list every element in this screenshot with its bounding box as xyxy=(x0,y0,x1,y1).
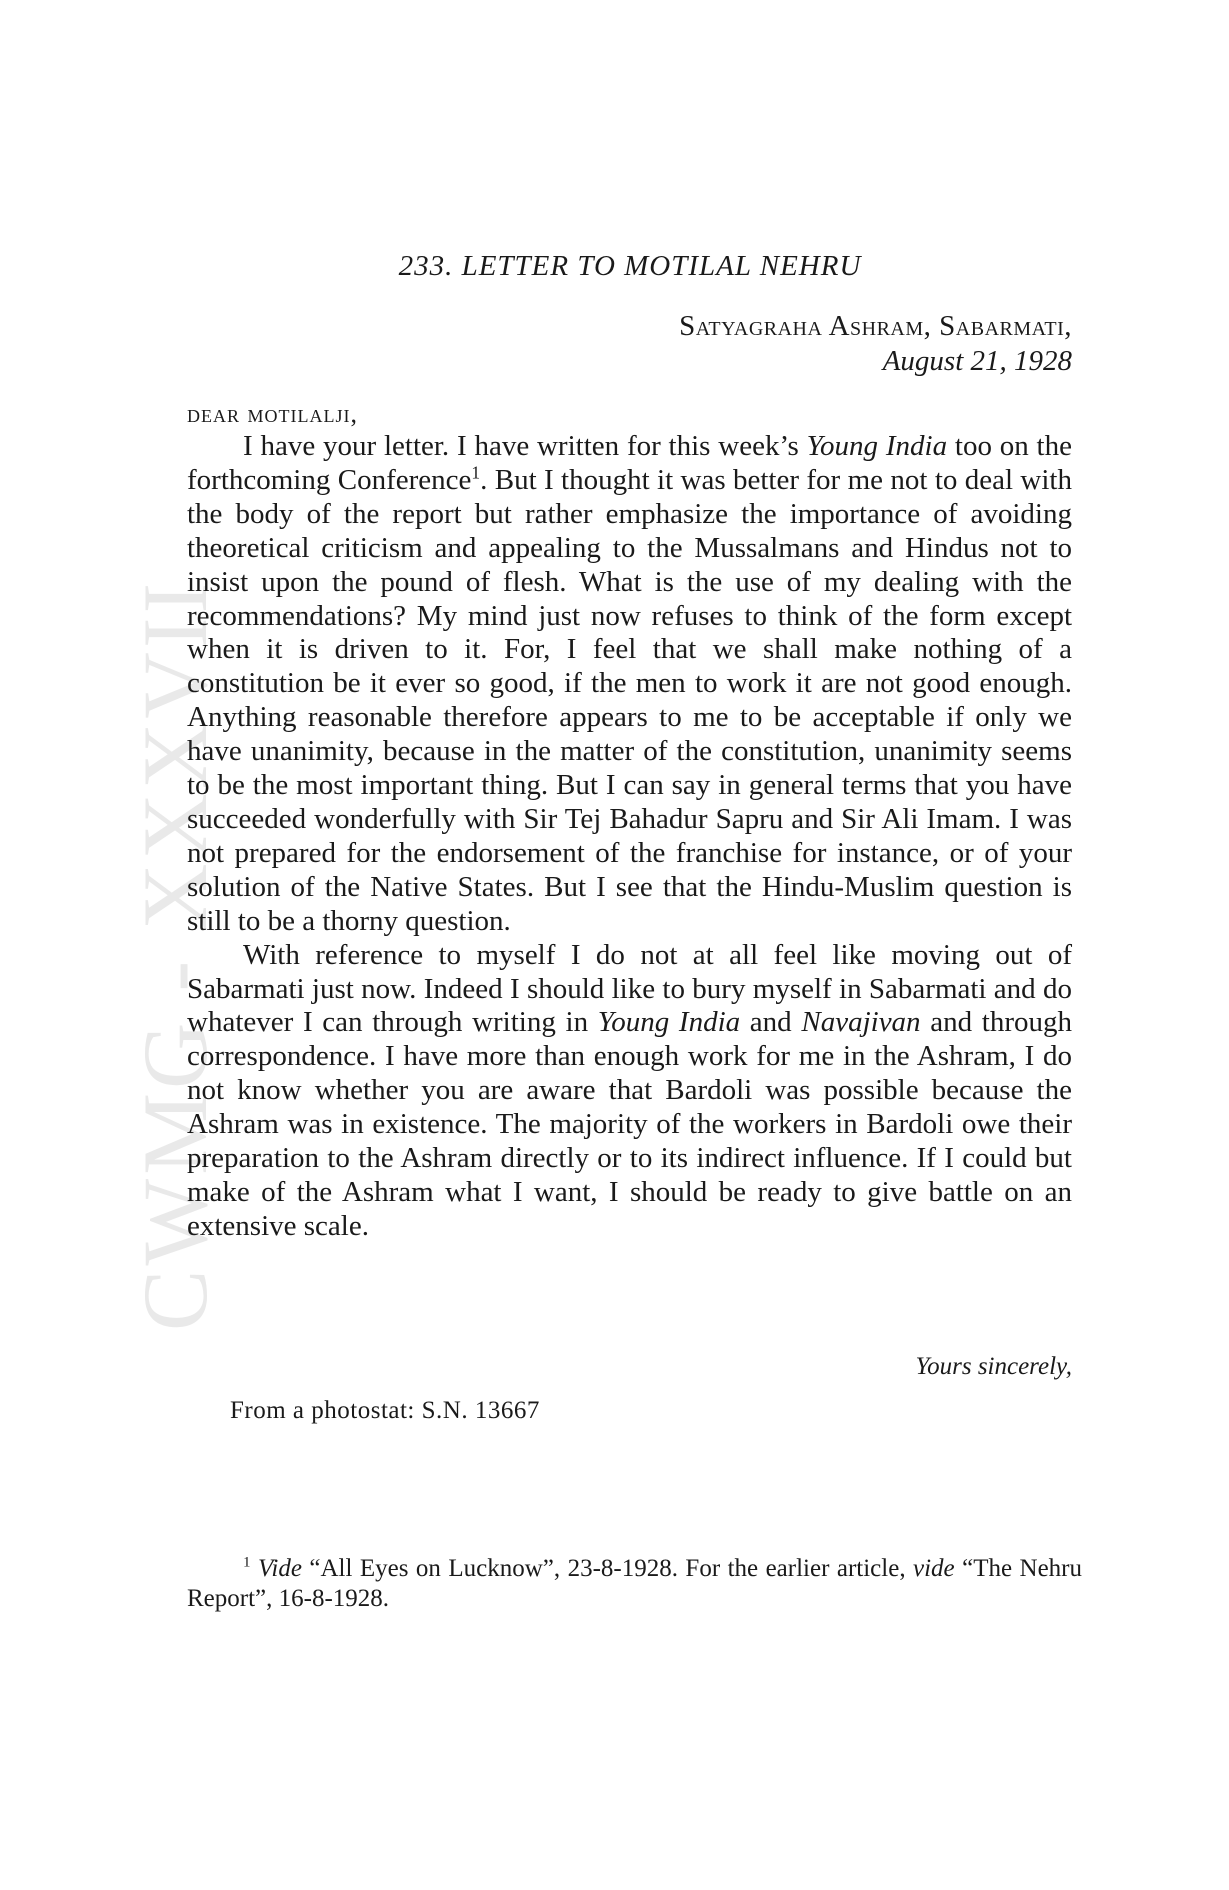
footnote xyxy=(187,1554,1082,1614)
paragraph-1-text-c: . But I thought it was better for me not to deal with the body of the report but rather emphasize the importance of avoiding theoretical criticism and appealing to the Mussalmans and Hindus not to insist upon the pound of flesh. What is the use of my dealing with the recommendations? My mind just now refuses to think of the form except when it is driven to it. For, I feel that we shall make nothing of a constitution be it ever so good, if the men to work it are not good enough. Anything reasonable therefore appears to me to be acceptable if only we have unanimity, because in the matter of the constitution, unanimity seems to be the most important thing. But I can say in general terms that you have succeeded wonderfully with Sir Tej Bahadur Sapru and Sir Ali Imam. I was not prepared for the endorsement of the franchise for instance, or of your solution of the Native States. But I see that the Hindu-Muslim question is still to be a thorny question. xyxy=(187,463,1072,937)
footnote-number: 1 xyxy=(243,1554,251,1571)
paragraph-1 xyxy=(187,430,1072,939)
paragraph-2-text-c: and through correspondence. I have more than enough work for me in the Ashram, I do not know whether you are aware that Bardoli was possible because the Ashram was in existence. The majority of the workers in Bardoli owe their preparation to the Ashram directly or to its indirect influence. If I could but make of the Ashram what I want, I should be ready to give battle on an extensive scale. xyxy=(187,1006,1072,1242)
salutation: dear motilalji, xyxy=(187,399,358,428)
letter-body xyxy=(187,430,1072,1244)
footnote-reference[interactable]: 1 xyxy=(471,462,481,483)
paragraph-2-text-a: With reference to myself I do not at all feel like moving out of Sabarmati just now. Indeed I should like to bury myself in Sabarmati and do whatever I can through writing in xyxy=(187,938,1072,1039)
footnote-vide: vide xyxy=(913,1555,955,1582)
paragraph-1-text-b: too on the forthcoming Conference xyxy=(187,430,1072,496)
footnote-vide: Vide xyxy=(257,1555,302,1582)
navajivan-italic: Navajivan xyxy=(801,1006,921,1039)
source-note: From a photostat: S.N. 13667 xyxy=(230,1397,540,1424)
footnote-text-b: “The Nehru Report”, 16-8-1928. xyxy=(187,1555,1082,1612)
watermark: CWMG - XXXVII xyxy=(124,578,226,1332)
paragraph-1-text-a: I have your letter. I have written for this week’s xyxy=(243,430,807,462)
paragraph-2 xyxy=(187,939,1072,1244)
letter-title: 233. LETTER TO MOTILAL NEHRU xyxy=(398,250,862,282)
young-india-italic: Young India xyxy=(597,1006,741,1039)
sender-address: Satyagraha Ashram, Sabarmati, xyxy=(679,310,1072,342)
closing: Yours sincerely, xyxy=(915,1353,1072,1380)
paragraph-2-text-b: and xyxy=(740,1006,802,1039)
footnote-text xyxy=(187,1554,1082,1614)
letter-date: August 21, 1928 xyxy=(882,345,1072,377)
footnote-text-a: “All Eyes on Lucknow”, 23-8-1928. For the earlier article, xyxy=(301,1555,914,1582)
young-india-italic: Young India xyxy=(806,430,948,462)
